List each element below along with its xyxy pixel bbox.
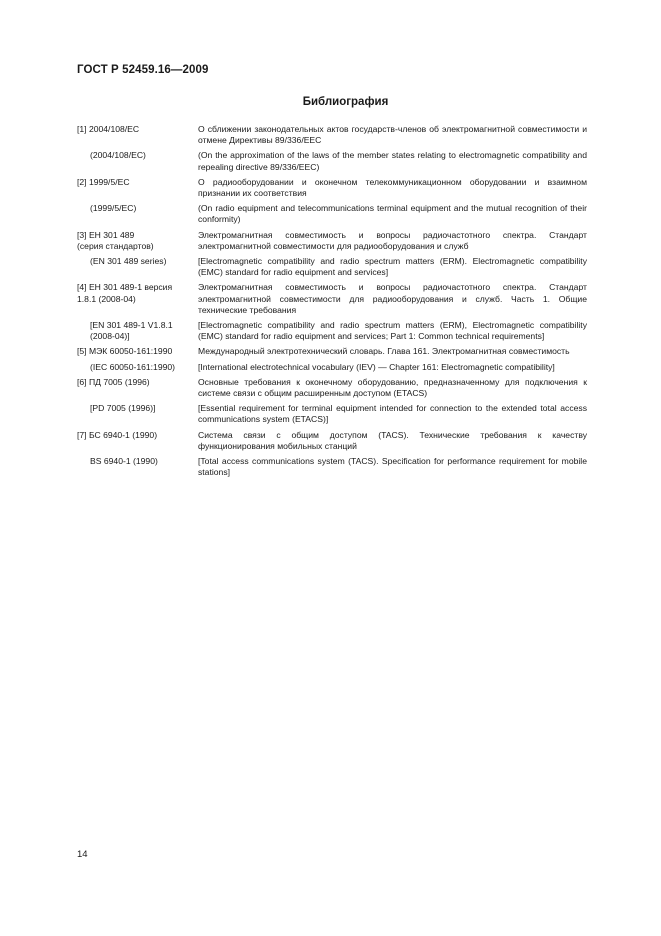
bib-text: Система связи с общим доступом (TACS). Технические требования к качеству функционирования мобильных станций [198,429,587,451]
bib-text: [Electromagnetic compatibility and radio spectrum matters (ERM). Electromagnetic compatibility (EMC) standard for radio equipment and services] [198,256,587,278]
bib-entry-2 [77,177,587,199]
bib-ref: [1] 2004/108/ЕС [77,124,140,134]
bib-entry-7-original [77,456,587,478]
bib-entry-6-original [77,403,587,425]
bib-entry-3 [77,230,587,252]
bibliography-list [77,124,587,482]
bib-ref: [5] МЭК 60050-161:1990 [77,346,173,357]
bib-ref: [7] БС 6940-1 (1990) [77,429,158,440]
bib-ref: [6] ПД 7005 (1996) [77,376,150,387]
bib-entry-1 [77,124,587,146]
bib-ref: BS 6940-1 (1990) [90,456,158,467]
bib-ref: [2] 1999/5/ЕС [77,176,130,187]
bib-text: (On the approximation of the laws of the member states relating to electromagnetic compatibility and repealing directive 89/336/EEC) [198,150,587,172]
bib-entry-7 [77,430,587,452]
bib-text: [Total access communications system (TACS). Specification for performance requirement for mobile stations] [198,456,587,478]
bib-entry-3-original [77,256,587,278]
bib-ref: (2004/108/EC) [90,150,146,161]
bib-entry-2-original [77,203,587,225]
bib-ref: [EN 301 489-1 V1.8.1 (2008-04)] [90,320,173,342]
bib-ref: (EN 301 489 series) [90,256,167,267]
bib-ref: [PD 7005 (1996)] [90,403,156,414]
bib-text: О радиооборудовании и оконечном телекоммуникационном оборудовании и взаимном признании их соответствия [198,176,587,199]
bib-entry-6 [77,377,587,399]
bib-ref: (1999/5/EC) [90,203,137,214]
bib-text: Электромагнитная совместимость и вопросы радиочастотного спектра. Стандарт электромагнитной совместимости для радиооборудования и служб [198,229,587,251]
page-number: 14 [77,849,88,860]
bibliography-title: Библиография [302,96,389,108]
bib-text: [Electromagnetic compatibility and radio spectrum matters (ERM), Electromagnetic compatibility (EMC) standard for radio equipment and services; Part 1: Common technical requirements] [198,320,587,342]
document-code: ГОСТ Р 52459.16—2009 [77,64,209,76]
bib-ref: [3] ЕН 301 489 (серия стандартов) [77,229,154,251]
bib-entry-5 [77,346,587,357]
bib-text: О сближении законодательных актов государств-членов об электромагнитной совместимости и отмене Директивы 89/336/ЕЕС [198,124,587,146]
bib-ref: (IEC 60050-161:1990) [90,361,176,372]
bib-text: Основные требования к оконечному оборудованию, предназначенному для подключения к системе связи с общим расширенным доступом (ETACS) [198,376,587,399]
bib-text: Электромагнитная совместимость и вопросы радиочастотного спектра. Стандарт электромагнитной совместимости для радиооборудования и служб. Часть 1. Общие технические требования [198,282,587,315]
bib-text: [International electrotechnical vocabulary (IEV) — Chapter 161: Electromagnetic compatibility] [198,361,555,372]
bib-entry-4 [77,282,587,316]
bib-text: Международный электротехнический словарь. Глава 161. Электромагнитная совместимость [198,346,570,357]
bib-text: [Essential requirement for terminal equipment intended for connection to the extended total access communications system (ETACS)] [198,403,587,425]
bib-entry-5-original [77,362,587,373]
bib-entry-1-original [77,150,587,172]
bib-entry-4-original [77,320,587,342]
bib-text: (On radio equipment and telecommunications terminal equipment and the mutual recognition of their conformity) [198,203,587,225]
bib-ref: [4] ЕН 301 489-1 версия 1.8.1 (2008-04) [77,282,173,304]
